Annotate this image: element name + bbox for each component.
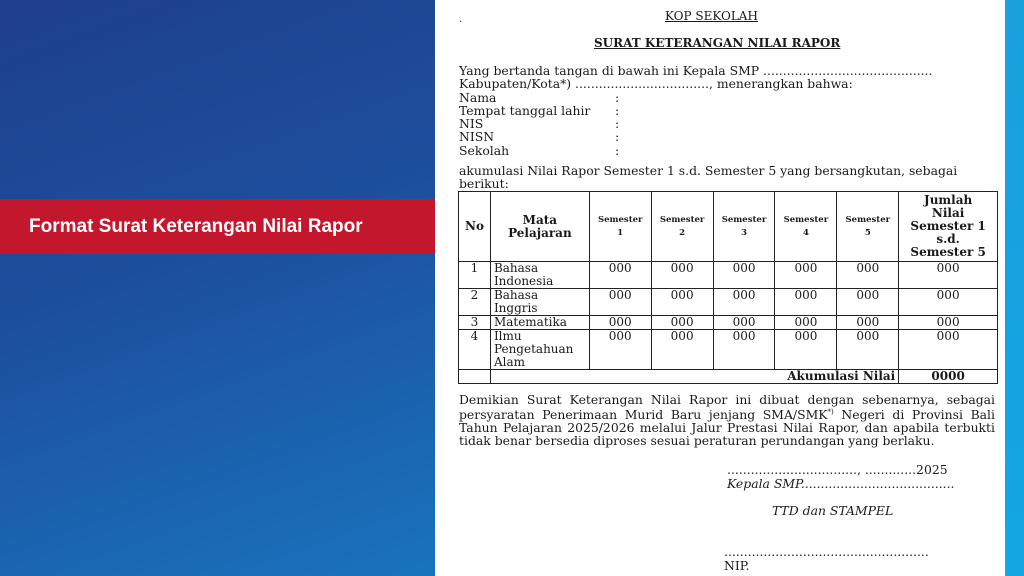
field-colon-sekolah: : xyxy=(615,143,620,158)
mapel-line: Ilmu xyxy=(493,329,522,343)
signature-name-line: .................................................... xyxy=(724,544,929,559)
row-sem3: 000 xyxy=(713,262,775,289)
table-row xyxy=(459,262,998,289)
row-sem3: 000 xyxy=(713,330,775,370)
mapel-line: Bahasa xyxy=(493,261,539,275)
header-sem2-num: 2 xyxy=(679,227,686,238)
header-semester-4 xyxy=(775,192,837,262)
document-title: SURAT KETERANGAN NILAI RAPOR xyxy=(594,36,841,50)
row-no: 3 xyxy=(459,316,491,330)
row-jumlah: 000 xyxy=(899,262,998,289)
header-jumlah-2: Nilai xyxy=(931,206,965,220)
signature-stamp: TTD dan STAMPEL xyxy=(772,503,894,518)
row-sem1: 000 xyxy=(589,316,651,330)
header-sem4-top: Semester xyxy=(783,214,829,225)
mapel-line: Indonesia xyxy=(493,274,554,288)
field-label-ttl: Tempat tanggal lahir xyxy=(459,103,591,118)
header-mapel-line1: Mata xyxy=(522,212,558,227)
row-mapel xyxy=(490,289,589,316)
row-sem1: 000 xyxy=(589,289,651,316)
header-sem3-top: Semester xyxy=(721,214,767,225)
header-sem5-num: 5 xyxy=(864,227,871,238)
header-sem2-top: Semester xyxy=(659,214,705,225)
row-sem5: 000 xyxy=(837,316,899,330)
row-sem4: 000 xyxy=(775,262,837,289)
header-sem4-num: 4 xyxy=(802,227,809,238)
row-sem2: 000 xyxy=(651,316,713,330)
row-sem2: 000 xyxy=(651,330,713,370)
mapel-line: Pengetahuan xyxy=(493,342,574,356)
mapel-line: Matematika xyxy=(493,315,567,329)
row-sem2: 000 xyxy=(651,289,713,316)
intro-line-1: Yang bertanda tangan di bawah ini Kepala SMP ........................................... xyxy=(459,63,933,78)
total-empty-cell xyxy=(459,370,491,384)
title-banner xyxy=(0,199,444,254)
field-colon-nisn: : xyxy=(615,129,620,144)
row-sem5: 000 xyxy=(837,289,899,316)
row-sem4: 000 xyxy=(775,330,837,370)
akumulasi-line-1: akumulasi Nilai Rapor Semester 1 s.d. Semester 5 yang bersangkutan, sebagai xyxy=(459,163,958,178)
row-sem5: 000 xyxy=(837,262,899,289)
row-sem4: 000 xyxy=(775,316,837,330)
row-sem4: 000 xyxy=(775,289,837,316)
closing-footnote-mark: *) xyxy=(827,408,834,416)
header-no: No xyxy=(459,192,491,262)
row-no: 2 xyxy=(459,289,491,316)
row-sem1: 000 xyxy=(589,262,651,289)
signature-date: ................................., .............2025 xyxy=(727,462,948,477)
header-jumlah-5: Semester 5 xyxy=(910,245,986,259)
row-sem1: 000 xyxy=(589,330,651,370)
field-colon-nama: : xyxy=(615,90,620,105)
header-semester-2 xyxy=(651,192,713,262)
intro-line-2: Kabupaten/Kota*) .................................., menerangkan bahwa: xyxy=(459,76,853,91)
header-sem1-num: 1 xyxy=(617,227,624,238)
closing-text-b: Negeri di Provinsi Bali Tahun Pelajaran 2025/2026 melalui Jalur Prestasi Nilai Rapor, dan apabila terbukti tidak benar bersedia diproses sesuai peraturan perundangan yang berlaku. xyxy=(459,407,995,449)
row-sem3: 000 xyxy=(713,289,775,316)
row-mapel xyxy=(490,262,589,289)
row-mapel xyxy=(490,316,589,330)
kop-sekolah: KOP SEKOLAH xyxy=(665,9,758,23)
table-row xyxy=(459,316,998,330)
row-jumlah: 000 xyxy=(899,289,998,316)
header-sem1-top: Semester xyxy=(597,214,643,225)
grades-table xyxy=(458,191,998,384)
header-mapel-line2: Pelajaran xyxy=(508,225,572,240)
table-header-row xyxy=(459,192,998,262)
field-colon-nis: : xyxy=(615,116,620,131)
mapel-line: Alam xyxy=(493,355,525,369)
field-colon-ttl: : xyxy=(615,103,620,118)
row-sem3: 000 xyxy=(713,316,775,330)
total-value: 0000 xyxy=(899,370,998,384)
mapel-line: Inggris xyxy=(493,301,538,315)
header-jumlah xyxy=(899,192,998,262)
row-no: 1 xyxy=(459,262,491,289)
akumulasi-line-2: berikut: xyxy=(459,176,509,191)
header-mapel xyxy=(490,192,589,262)
closing-text-a: Demikian Surat Keterangan Nilai Rapor ini dibuat dengan sebenarnya, sebagai persyaratan Penerimaan Murid Baru jenjang SMA/SMK xyxy=(459,392,995,423)
row-no: 4 xyxy=(459,330,491,370)
document-page xyxy=(435,0,1005,576)
header-sem5-top: Semester xyxy=(845,214,891,225)
header-semester-1 xyxy=(589,192,651,262)
signature-role: Kepala SMP....................................... xyxy=(727,476,955,491)
row-jumlah: 000 xyxy=(899,330,998,370)
total-row xyxy=(459,370,998,384)
header-jumlah-1: Jumlah xyxy=(924,193,973,207)
table-row xyxy=(459,330,998,370)
stray-dot: . xyxy=(459,14,463,25)
banner-title: Format Surat Keterangan Nilai Rapor xyxy=(29,215,363,237)
header-jumlah-3: Semester 1 xyxy=(910,219,986,233)
field-label-nisn: NISN xyxy=(459,129,495,144)
field-label-sekolah: Sekolah xyxy=(459,143,510,158)
closing-paragraph xyxy=(459,393,995,447)
signature-nip: NIP. xyxy=(724,558,750,573)
row-sem5: 000 xyxy=(837,330,899,370)
mapel-line: Bahasa xyxy=(493,288,539,302)
row-jumlah: 000 xyxy=(899,316,998,330)
field-label-nis: NIS xyxy=(459,116,484,131)
row-mapel xyxy=(490,330,589,370)
table-row xyxy=(459,289,998,316)
total-label: Akumulasi Nilai xyxy=(490,370,898,384)
row-sem2: 000 xyxy=(651,262,713,289)
header-semester-3 xyxy=(713,192,775,262)
right-accent-strip xyxy=(1005,0,1024,576)
header-semester-5 xyxy=(837,192,899,262)
header-sem3-num: 3 xyxy=(741,227,747,238)
header-jumlah-4: s.d. xyxy=(936,232,960,246)
field-label-nama: Nama xyxy=(459,90,497,105)
